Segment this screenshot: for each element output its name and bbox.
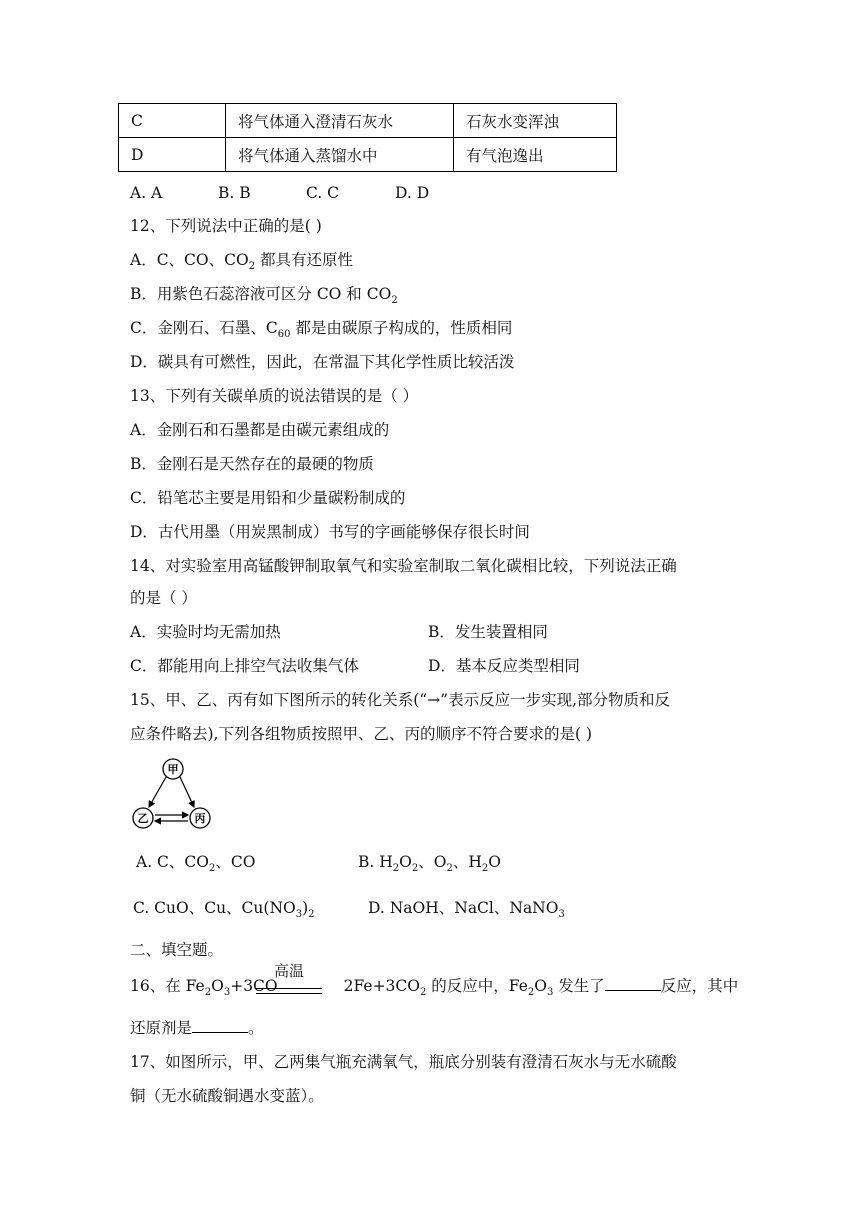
- section-heading: 二、填空题。: [130, 941, 224, 959]
- table-cell-operation: 将气体通入蒸馏水中: [226, 138, 454, 172]
- q13-stem: 13、下列有关碳单质的说法错误的是（ ）: [130, 387, 419, 405]
- svg-text:乙: 乙: [137, 812, 149, 825]
- options-table: [118, 103, 617, 172]
- q16-line2: 还原剂是 。: [130, 1019, 264, 1037]
- q17-line1: 17、如图所示，甲、乙两集气瓶充满氧气，瓶底分别装有澄清石灰水与无水硫酸: [130, 1053, 677, 1071]
- q13-option-b: B．金刚石是天然存在的最硬的物质: [130, 455, 374, 473]
- q11-answer-b: B. B: [218, 184, 251, 202]
- answer-blank[interactable]: [605, 976, 661, 991]
- node-yi: [133, 808, 153, 828]
- arrow-jia-to-yi: [149, 777, 166, 807]
- q11-answer-a: A. A: [130, 184, 163, 202]
- conversion-diagram: [128, 756, 218, 832]
- q11-answer-d: D. D: [395, 184, 430, 202]
- node-jia: [163, 759, 183, 779]
- q14-option-a: A．实验时均无需加热: [130, 623, 281, 641]
- q15-option-c: C. CuO、Cu、$Cu(NO_3)_2$: [133, 899, 315, 920]
- arrow-jia-to-bing: [180, 777, 194, 807]
- q15-option-b: B. $H_2O_2$、$O_2$、$H_2O$: [358, 853, 501, 874]
- table-cell-operation: 将气体通入澄清石灰水: [226, 104, 454, 138]
- q13-option-a: A．金刚石和石墨都是由碳元素组成的: [130, 421, 390, 439]
- q14-stem-line2: 的是（ ）: [130, 589, 197, 607]
- q15-option-d: D. NaOH、NaCl、NaNO$_3$: [368, 899, 565, 920]
- q12-option-d: D．碳具有可燃性，因此，在常温下其化学性质比较活泼: [130, 353, 515, 371]
- q11-answer-c: C. C: [306, 184, 340, 202]
- q15-stem-line2: 应条件略去),下列各组物质按照甲、乙、丙的顺序不符合要求的是( ): [130, 725, 592, 743]
- q14-option-c: C．都能用向上排空气法收集气体: [130, 657, 359, 675]
- q15-stem-line1: 15、甲、乙、丙有如下图所示的转化关系(“→”表示反应一步实现,部分物质和反: [130, 691, 671, 709]
- table-row: [119, 138, 617, 172]
- table-cell-phenomenon: 有气泡逸出: [454, 138, 617, 172]
- table-cell-option: C: [119, 104, 226, 138]
- q12-stem: 12、下列说法中正确的是( ): [130, 217, 322, 235]
- svg-text:丙: 丙: [194, 812, 206, 825]
- node-bing: [190, 808, 210, 828]
- q12-option-c: C．金刚石、石墨、$C_{60}$ 都是由碳原子构成的，性质相同: [130, 319, 513, 340]
- q13-option-d: D．古代用墨（用炭黑制成）书写的字画能够保存很长时间: [130, 523, 530, 541]
- q14-option-b: B．发生装置相同: [428, 623, 548, 641]
- q13-option-c: C．铅笔芯主要是用铅和少量碳粉制成的: [130, 489, 406, 507]
- q17-line2: 铜（无水硫酸铜遇水变蓝）。: [130, 1087, 324, 1105]
- q16-line1: 16、在 $Fe_2O_3+3CO$ $2Fe+3CO_2$ 的反应中，$Fe_2O_3$ 发生了 反应，其中: [130, 977, 739, 998]
- svg-text:甲: 甲: [167, 763, 179, 776]
- q14-stem-line1: 14、对实验室用高锰酸钾制取氧气和实验室制取二氧化碳相比较，下列说法正确: [130, 557, 677, 575]
- q12-option-b: B．用紫色石蕊溶液可区分 CO 和 $CO_2$: [130, 285, 398, 306]
- table-row: [119, 104, 617, 138]
- answer-blank[interactable]: [192, 1018, 248, 1033]
- q12-option-a: A．C、CO、$CO_2$ 都具有还原性: [130, 251, 353, 272]
- q14-option-d: D．基本反应类型相同: [428, 657, 580, 675]
- table-cell-phenomenon: 石灰水变浑浊: [454, 104, 617, 138]
- q15-option-a: A. C、$CO_2$、CO: [136, 853, 256, 874]
- table-cell-option: D: [119, 138, 226, 172]
- reaction-condition: 高温: [273, 962, 304, 980]
